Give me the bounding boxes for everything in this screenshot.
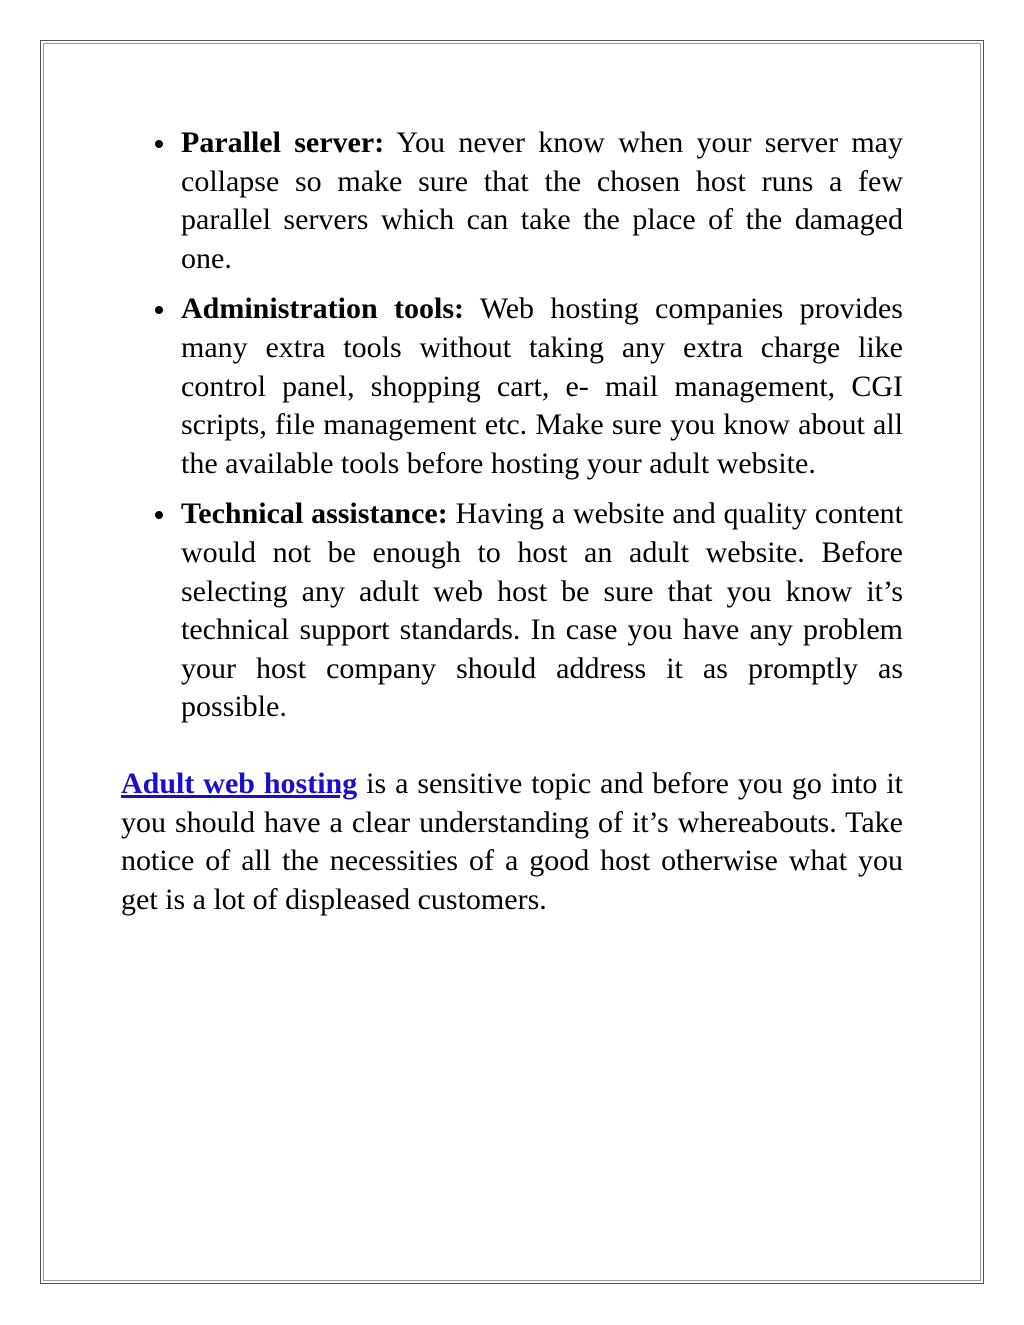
closing-paragraph [121, 765, 903, 919]
bullet-icon [155, 140, 163, 148]
bullet-icon [155, 306, 163, 314]
list-item-administration-tools [121, 290, 903, 483]
feature-list [121, 124, 903, 727]
description-administration-tools: Web hosting companies provides many extra tools without taking any extra charge like control panel, shopping cart, e- mail management, CGI scripts, file management etc. Make sure you know about all the available tools before hosting your adult website. [181, 292, 903, 480]
term-parallel-server: Parallel server: [181, 126, 385, 159]
term-technical-assistance: Technical assistance: [181, 497, 448, 531]
adult-web-hosting-link[interactable]: Adult web hosting [121, 766, 358, 800]
list-item-parallel-server [121, 124, 903, 278]
description-parallel-server: You never know when your server may collapse so make sure that the chosen host runs a few parallel servers which can take the place of the damaged one. [181, 126, 903, 275]
bullet-icon [155, 511, 163, 519]
term-administration-tools: Administration tools: [181, 292, 465, 326]
description-technical-assistance: Having a website and quality content would not be enough to host an adult website. Before selecting any adult web host be sure that you know it’s technical support standards. In case you have any problem your host company should address it as promptly as possible. [181, 497, 903, 724]
closing-text: is a sensitive topic and before you go into it you should have a clear understanding of it’s whereabouts. Take notice of all the necessities of a good host otherwise what you get is a lot of displeased customers. [121, 766, 903, 916]
list-item-technical-assistance [121, 495, 903, 727]
document-body [121, 124, 903, 919]
